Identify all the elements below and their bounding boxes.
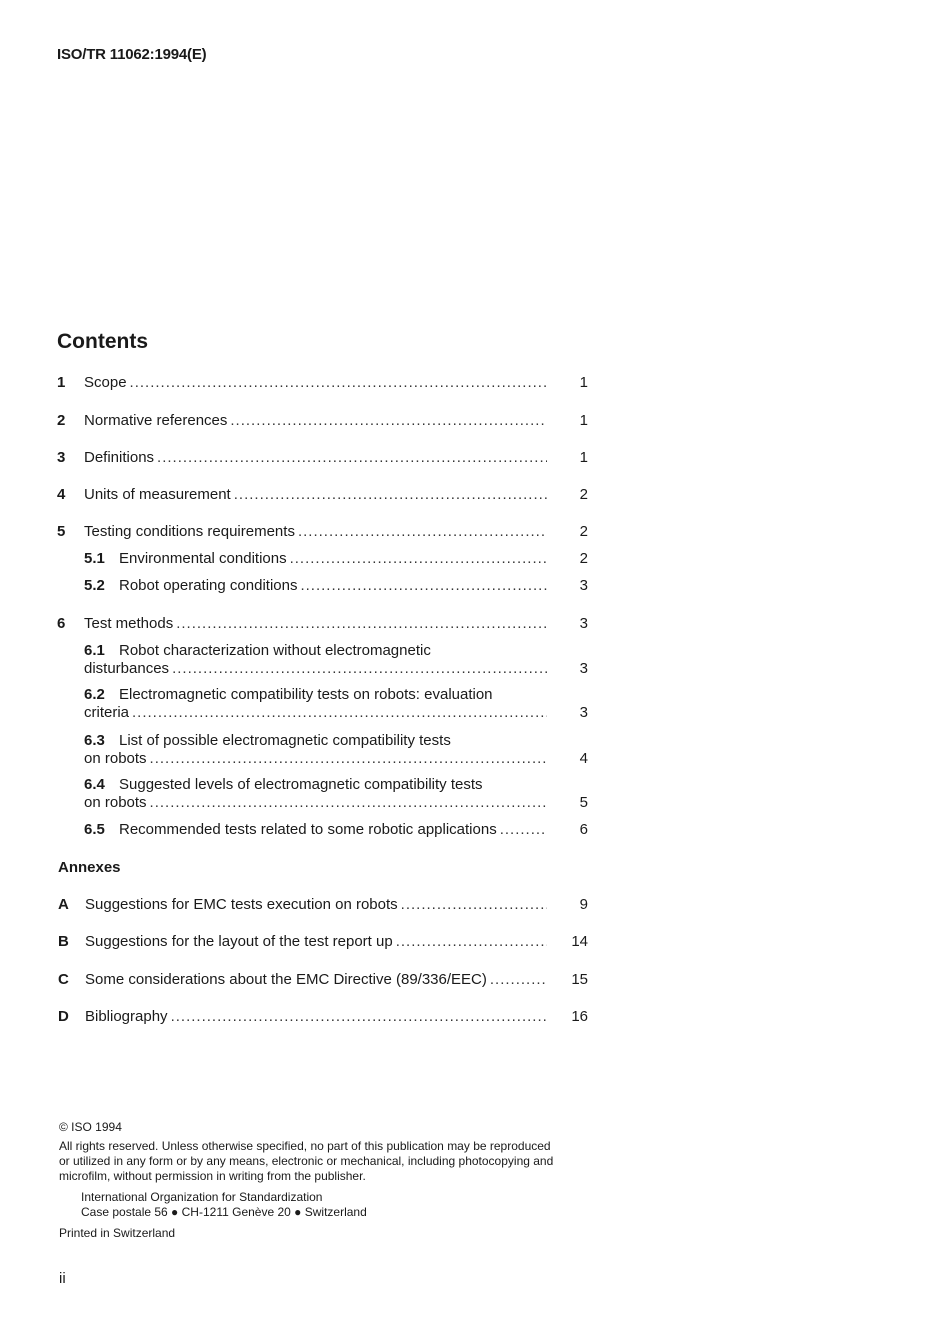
annexes-heading: Annexes — [58, 859, 121, 876]
entry-number: 1 — [57, 374, 66, 391]
leader-dots — [300, 577, 547, 595]
entry-number: 5.2 — [84, 577, 105, 594]
organization: International Organization for Standardization — [81, 1190, 323, 1204]
entry-page-number: 1 — [579, 374, 588, 391]
entry-title-continued: disturbances — [84, 660, 170, 677]
entry-title: List of possible electromagnetic compatibility tests — [119, 732, 451, 749]
leader-dots — [500, 821, 547, 839]
entry-title: Bibliography — [85, 1008, 168, 1025]
printed-in: Printed in Switzerland — [59, 1226, 176, 1240]
entry-page-number: 6 — [579, 821, 588, 838]
entry-number: 5.1 — [84, 550, 105, 567]
entry-title: Scope — [84, 374, 127, 391]
entry-title: Test methods — [84, 615, 174, 632]
leader-dots — [150, 794, 547, 812]
entry-number: 6.2 — [84, 686, 105, 703]
entry-title: Suggested levels of electromagnetic compatibility tests — [119, 776, 483, 793]
rights-line-2: or utilized in any form or by any means, electronic or mechanical, including photocopying and — [59, 1154, 554, 1168]
entry-number: 6.5 — [84, 821, 105, 838]
leader-dots — [132, 704, 547, 722]
entry-title-continued: criteria — [84, 704, 130, 721]
leader-dots — [176, 615, 547, 633]
entry-page-number: 2 — [579, 486, 588, 503]
entry-page-number: 3 — [579, 577, 588, 594]
entry-number: 3 — [57, 449, 66, 466]
document-id: ISO/TR 11062:1994(E) — [57, 46, 207, 63]
leader-dots — [298, 523, 547, 541]
entry-title: Electromagnetic compatibility tests on robots: evaluation — [119, 686, 493, 703]
entry-title: Robot operating conditions — [119, 577, 298, 594]
contents-heading: Contents — [57, 330, 148, 353]
page-number: ii — [59, 1270, 66, 1287]
rights-line-3: microfilm, without permission in writing from the publisher. — [59, 1169, 366, 1183]
entry-page-number: 1 — [579, 449, 588, 466]
leader-dots — [290, 550, 547, 568]
entry-title: Robot characterization without electromagnetic — [119, 642, 431, 659]
leader-dots — [150, 750, 547, 768]
entry-page-number: 2 — [579, 523, 588, 540]
entry-number: 4 — [57, 486, 66, 503]
entry-title: Suggestions for the layout of the test report up — [85, 933, 393, 950]
entry-page-number: 5 — [579, 794, 588, 811]
entry-number: 6.1 — [84, 642, 105, 659]
entry-page-number: 3 — [579, 704, 588, 721]
entry-title-continued: on robots — [84, 794, 147, 811]
entry-number: 2 — [57, 412, 66, 429]
entry-title: Recommended tests related to some robotic applications — [119, 821, 497, 838]
entry-page-number: 2 — [579, 550, 588, 567]
entry-page-number: 4 — [579, 750, 588, 767]
entry-title: Normative references — [84, 412, 228, 429]
entry-number: 5 — [57, 523, 66, 540]
leader-dots — [157, 449, 547, 467]
entry-page-number: 3 — [579, 660, 588, 677]
entry-number: C — [58, 971, 69, 988]
leader-dots — [171, 1008, 547, 1026]
leader-dots — [490, 971, 547, 989]
leader-dots — [230, 412, 547, 430]
entry-page-number: 15 — [571, 971, 588, 988]
entry-number: 6 — [57, 615, 66, 632]
entry-page-number: 3 — [579, 615, 588, 632]
address: Case postale 56 ● CH-1211 Genève 20 ● Switzerland — [81, 1205, 367, 1219]
copyright: © ISO 1994 — [59, 1120, 122, 1134]
leader-dots — [130, 374, 547, 392]
leader-dots — [172, 660, 547, 678]
entry-number: 6.3 — [84, 732, 105, 749]
leader-dots — [234, 486, 547, 504]
entry-number: D — [58, 1008, 69, 1025]
entry-title: Definitions — [84, 449, 155, 466]
entry-title: Suggestions for EMC tests execution on robots — [85, 896, 398, 913]
entry-title: Some considerations about the EMC Directive (89/336/EEC) — [85, 971, 487, 988]
entry-page-number: 9 — [579, 896, 588, 913]
entry-page-number: 1 — [579, 412, 588, 429]
entry-number: B — [58, 933, 69, 950]
entry-number: A — [58, 896, 69, 913]
rights-line-1: All rights reserved. Unless otherwise specified, no part of this publication may be reproduced — [59, 1139, 551, 1153]
entry-title: Units of measurement — [84, 486, 231, 503]
entry-page-number: 14 — [571, 933, 588, 950]
entry-title: Testing conditions requirements — [84, 523, 295, 540]
entry-title: Environmental conditions — [119, 550, 287, 567]
entry-number: 6.4 — [84, 776, 105, 793]
entry-page-number: 16 — [571, 1008, 588, 1025]
leader-dots — [401, 896, 547, 914]
entry-title-continued: on robots — [84, 750, 147, 767]
leader-dots — [396, 933, 547, 951]
